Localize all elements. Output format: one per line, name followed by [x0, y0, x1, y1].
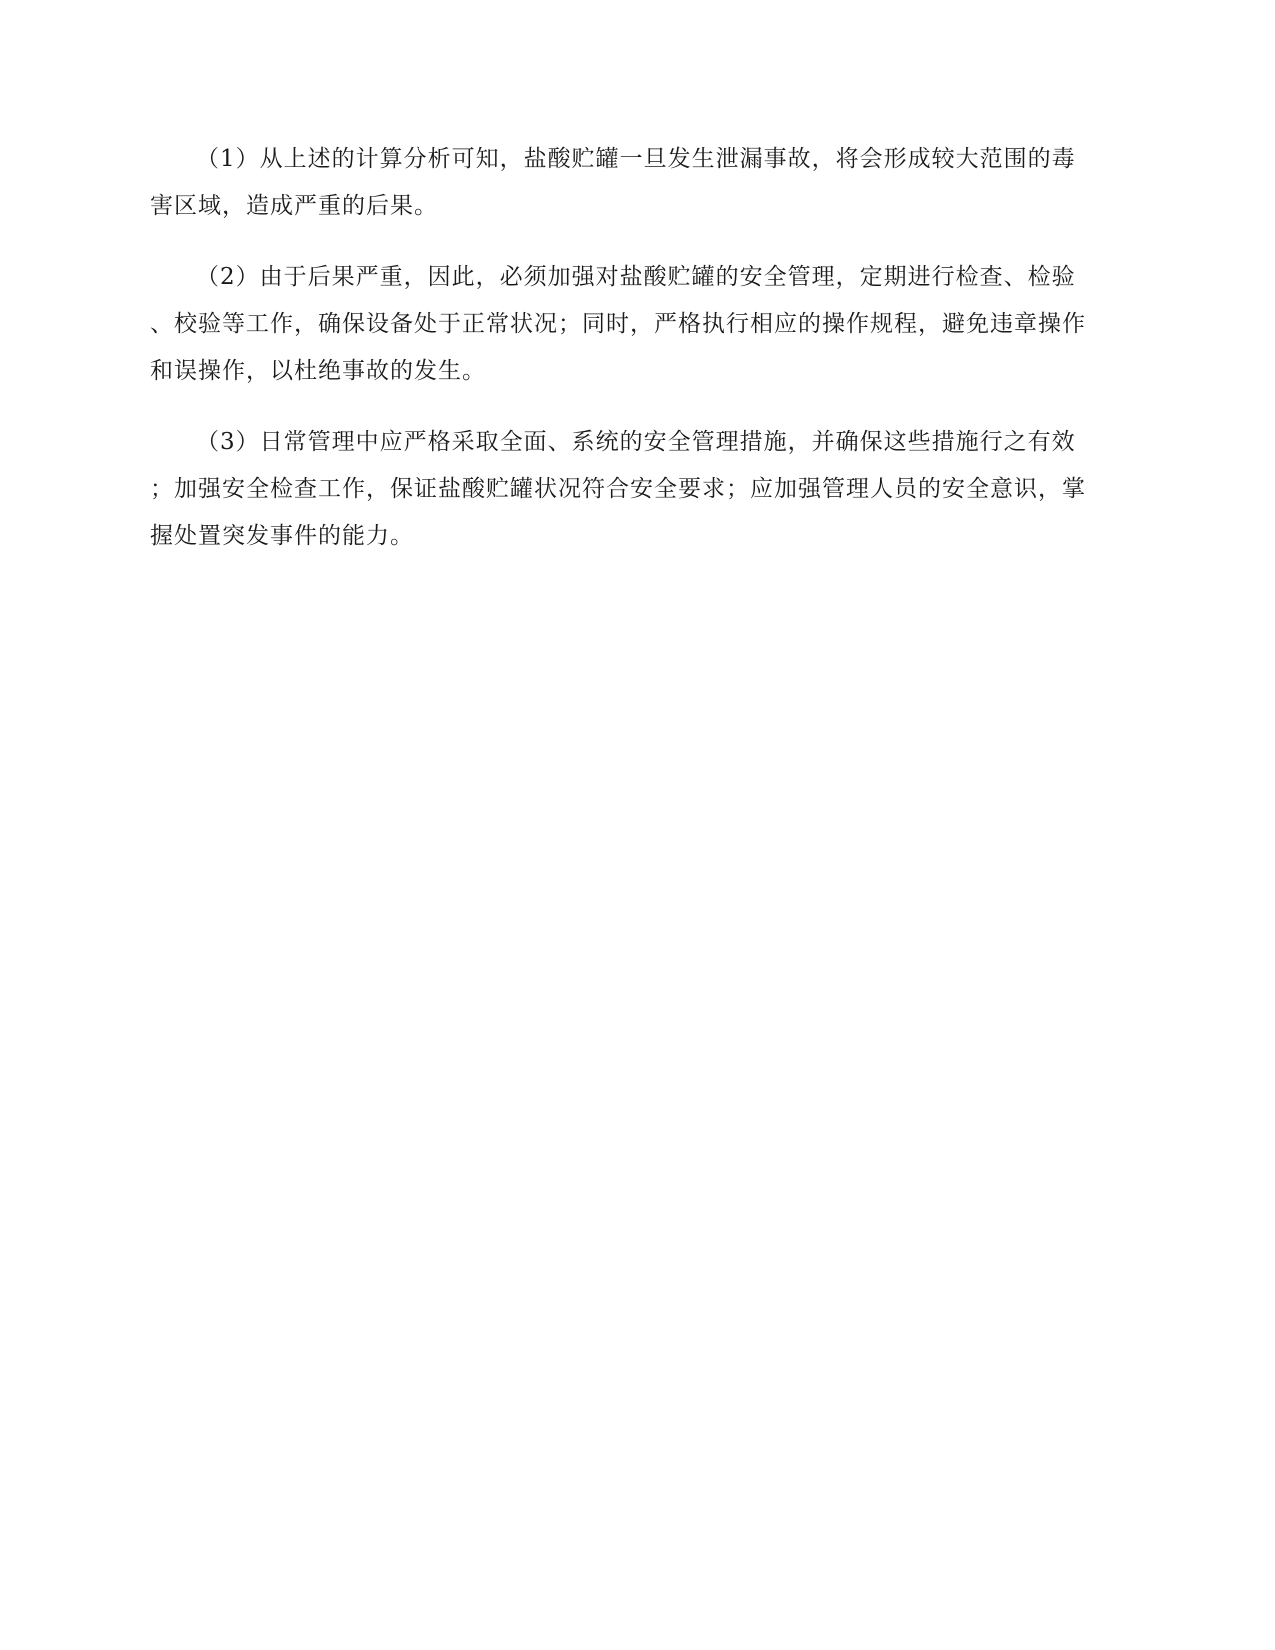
paragraph-2	[150, 254, 1125, 395]
paragraph-2-line-3: 和误操作，以杜绝事故的发生。	[150, 358, 486, 384]
paragraph-1	[150, 136, 1125, 230]
paragraph-3-line-1: （3）日常管理中应严格采取全面、系统的安全管理措施，并确保这些措施行之有效	[196, 429, 1076, 455]
paragraph-1-line-2: 害区域，造成严重的后果。	[150, 193, 438, 219]
paragraph-3-line-2: ；加强安全检查工作，保证盐酸贮罐状况符合安全要求；应加强管理人员的安全意识，掌	[150, 476, 1086, 502]
paragraph-1-line-1: （1）从上述的计算分析可知，盐酸贮罐一旦发生泄漏事故，将会形成较大范围的毒	[196, 146, 1076, 172]
paragraph-2-line-2: 、校验等工作，确保设备处于正常状况；同时，严格执行相应的操作规程，避免违章操作	[150, 311, 1086, 337]
paragraph-3	[150, 419, 1125, 560]
document-body	[150, 136, 1125, 584]
paragraph-2-line-1: （2）由于后果严重，因此，必须加强对盐酸贮罐的安全管理，定期进行检查、检验	[196, 264, 1076, 290]
paragraph-3-line-3: 握处置突发事件的能力。	[150, 523, 414, 549]
